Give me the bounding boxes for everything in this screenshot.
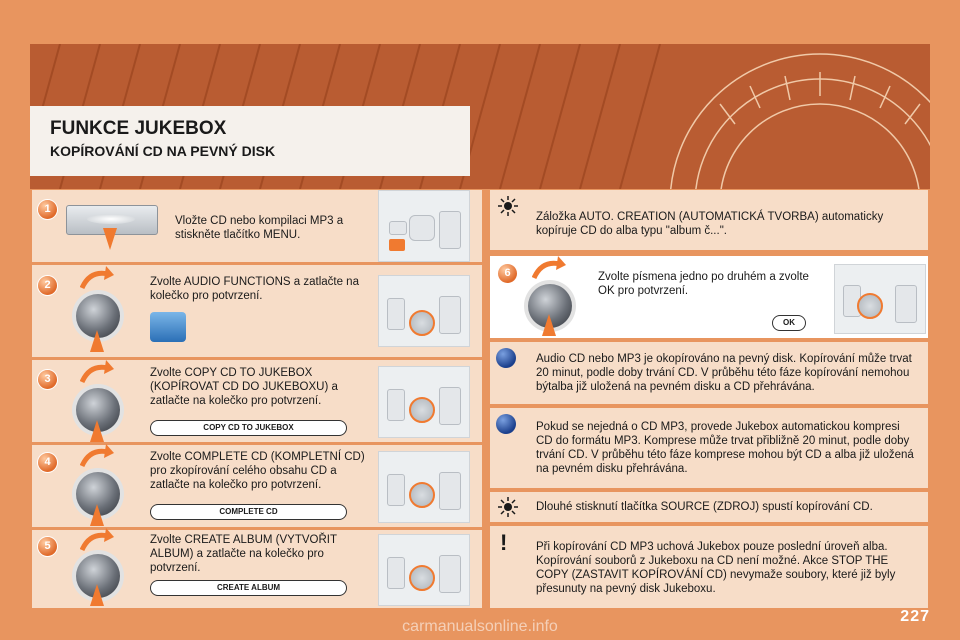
step-3-text: Zvolte COPY CD TO JUKEBOX (KOPÍROVAT CD DO JUKEBOXU) a zatlačte na kolečko pro potvrzení. xyxy=(150,367,338,407)
radio-panel-image xyxy=(378,534,470,606)
dial-highlight-icon xyxy=(409,482,435,508)
step-1-text: Vložte CD nebo kompilaci MP3 a stiskněte tlačítko MENU. xyxy=(175,215,344,241)
mp3-text: Pokud se nejedná o CD MP3, provede Jukebox automatickou kompresi CD do formátu MP3. Komprese může trvat přibližně 20 minut, podle doby trvání CD. V průběhu této fáze komprese mohou být CD a alba již uložená na pevném disku přehrávána. xyxy=(536,421,914,475)
ok-label: OK xyxy=(772,315,806,331)
info-icon xyxy=(496,414,516,434)
radio-panel-image xyxy=(378,366,470,438)
radio-panel-image xyxy=(834,264,926,334)
rotate-arrow-icon xyxy=(80,444,114,468)
dial-highlight-icon xyxy=(409,310,435,336)
step-badge: 6 xyxy=(498,264,517,283)
page-subtitle: KOPÍROVÁNÍ CD NA PEVNÝ DISK xyxy=(50,143,276,159)
push-arrow-icon xyxy=(542,314,556,336)
push-arrow-icon xyxy=(90,420,104,442)
complete-cd-label: COMPLETE CD xyxy=(150,504,347,520)
warning-icon: ! xyxy=(500,530,508,555)
rotate-arrow-icon xyxy=(532,256,566,280)
watermark: carmanualsonline.info xyxy=(402,618,558,635)
push-arrow-icon xyxy=(90,504,104,526)
radio-panel-image xyxy=(378,451,470,523)
source-text: Dlouhé stisknutí tlačítka SOURCE (ZDROJ) spustí kopírování CD. xyxy=(536,501,873,513)
step-4-text: Zvolte COMPLETE CD (KOMPLETNÍ CD) pro zkopírování celého obsahu CD a zatlačte na kolečko pro potvrzení. xyxy=(150,451,365,491)
push-arrow-icon xyxy=(90,330,104,352)
sun-icon xyxy=(498,196,518,216)
step-2-text: Zvolte AUDIO FUNCTIONS a zatlačte na kolečko pro potvrzení. xyxy=(150,276,359,302)
step-6-text: Zvolte písmena jedno po druhém a zvolte OK pro potvrzení. xyxy=(598,271,809,297)
push-arrow-icon xyxy=(90,584,104,606)
step-badge: 4 xyxy=(38,453,57,472)
dial-highlight-icon xyxy=(857,293,883,319)
insert-arrow-icon xyxy=(103,228,117,250)
copy-cd-to-jukebox-label: COPY CD TO JUKEBOX xyxy=(150,420,347,436)
radio-panel-image xyxy=(378,190,470,262)
rotate-arrow-icon xyxy=(80,528,114,552)
audio-functions-icon xyxy=(150,312,186,342)
step-badge: 3 xyxy=(38,370,57,389)
copied-text: Audio CD nebo MP3 je okopírováno na pevný disk. Kopírování může trvat 20 minut, podle doby trvání CD. V průběhu této fáze kopírování nemohou býtalba již uložená na pevném disku a CD přehrávána. xyxy=(536,353,912,393)
step-badge: 2 xyxy=(38,276,57,295)
dial-highlight-icon xyxy=(409,565,435,591)
step-badge: 5 xyxy=(38,537,57,556)
menu-button-highlight xyxy=(389,239,405,251)
auto-creation-text: Záložka AUTO. CREATION (AUTOMATICKÁ TVORBA) automaticky kopíruje CD do alba typu "album č...". xyxy=(536,211,884,237)
title-box xyxy=(30,106,470,176)
page-title: FUNKCE JUKEBOX xyxy=(50,118,227,139)
step-5-text: Zvolte CREATE ALBUM (VYTVOŘIT ALBUM) a zatlačte na kolečko pro potvrzení. xyxy=(150,534,337,574)
warning-text: Při kopírování CD MP3 uchová Jukebox pouze poslední úroveň alba. Kopírování souborů z Jukeboxu na CD není možné. Akce STOP THE COPY (ZASTAVIT KOPÍROVÁNÍ CD) nevymaže soubory, které již byly přesunuty na pevný disk Jukeboxu. xyxy=(536,541,896,595)
step-badge: 1 xyxy=(38,200,57,219)
radio-panel-image xyxy=(378,275,470,347)
page-number: 227 xyxy=(900,608,930,625)
rotate-arrow-icon xyxy=(80,360,114,384)
dial-highlight-icon xyxy=(409,397,435,423)
info-icon xyxy=(496,348,516,368)
rotate-arrow-icon xyxy=(80,266,114,290)
create-album-label: CREATE ALBUM xyxy=(150,580,347,596)
sun-icon xyxy=(498,497,518,517)
